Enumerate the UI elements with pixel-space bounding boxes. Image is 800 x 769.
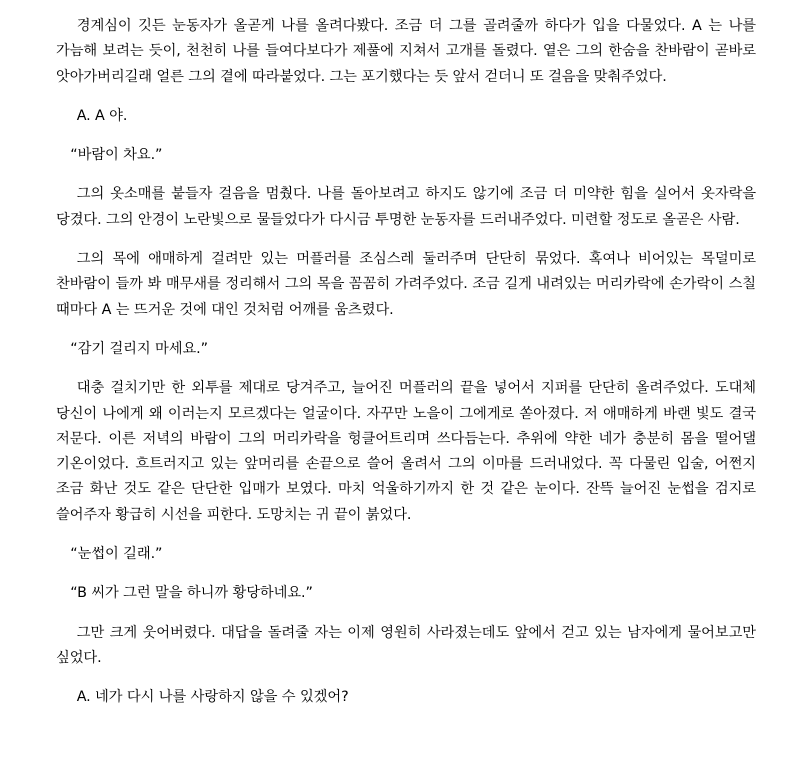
paragraph: A. A 야. xyxy=(76,107,128,124)
paragraph: 그만 크게 웃어버렸다. 대답을 돌려줄 자는 이제 영원히 사라졌는데도 앞에서 걷고 있는 남자에게 물어보고만 싶었다. xyxy=(56,624,756,666)
paragraph-dialogue: “감기 걸리지 마세요.” xyxy=(70,340,208,357)
paragraph: 그의 옷소매를 붙들자 걸음을 멈췄다. 나를 돌아보려고 하지도 않기에 조금 더 미약한 힘을 실어서 옷자락을 당겼다. 그의 안경이 노란빛으로 물들었다가 다시금 투명한 눈동자를 드러내주었다. 미련할 정도로 올곧은 사람. xyxy=(56,186,756,228)
paragraph: 대충 걸치기만 한 외투를 제대로 당겨주고, 늘어진 머플러의 끝을 넣어서 지퍼를 단단히 올려주었다. 도대체 당신이 나에게 왜 이러는지 모르겠다는 얼굴이다. 자꾸만 노을이 그에게로 쏟아졌다. 저 애매하게 바랜 빛도 결국 저문다. 이른 저녁의 바람이 그의 머리카락을 헝클어트리며 쓰다듬는다. 추위에 약한 네가 충분히 몸을 떨어댈 기온이었다. 흐트러지고 있는 앞머리를 손끝으로 쓸어 올려서 그의 이마를 드러내었다. 꼭 다물린 입술, 어쩐지 조금 화난 것도 같은 단단한 입매가 보였다. 마치 억울하기까지 한 것 같은 눈이다. 잔뜩 늘어진 눈썹을 검지로 쓸어주자 황급히 시선을 피한다. 도망치는 귀 끝이 붉었다. xyxy=(56,380,756,523)
paragraph: 그의 목에 애매하게 걸려만 있는 머플러를 조심스레 둘러주며 단단히 묶었다. 혹여나 비어있는 목덜미로 찬바람이 들까 봐 매무새를 정리해서 그의 목을 꼼꼼히 가려주었다. 조금 길게 내려있는 머리카락에 손가락이 스칠 때마다 A 는 뜨거운 것에 대인 것처럼 어깨를 움츠렸다. xyxy=(56,251,756,318)
paragraph-dialogue: “눈썹이 길래.” xyxy=(70,546,163,563)
paragraph: A. 네가 다시 나를 사랑하지 않을 수 있겠어? xyxy=(76,689,349,706)
paragraph: 경계심이 깃든 눈동자가 올곧게 나를 올려다봤다. 조금 더 그를 골려줄까 하다가 입을 다물었다. A 는 나를 가늠해 보려는 듯이, 천천히 나를 들여다보다가 제풀에 지쳐서 고개를 돌렸다. 옅은 그의 한숨을 찬바람이 곧바로 앗아가버리길래 얼른 그의 곁에 따라붙었다. 그는 포기했다는 듯 앞서 걷더니 또 걸음을 맞춰주었다. xyxy=(56,18,756,85)
paragraph-dialogue: “B 씨가 그런 말을 하니까 황당하네요.” xyxy=(70,585,313,602)
paragraph-dialogue: “바람이 차요.” xyxy=(70,147,163,164)
